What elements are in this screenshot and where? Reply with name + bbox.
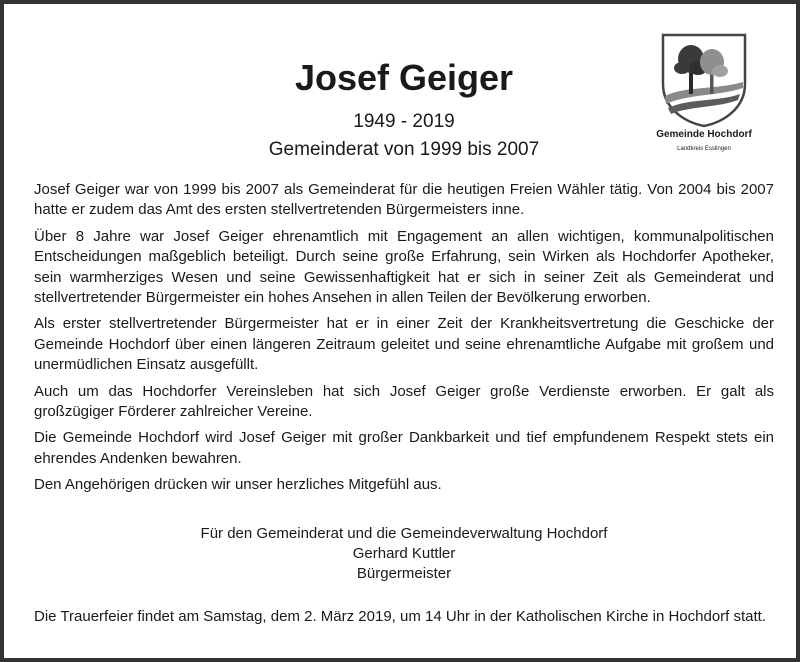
signatory-name: Gerhard Kuttler bbox=[352, 545, 456, 562]
paragraph: Auch um das Hochdorfer Vereinsleben hat sich Josef Geiger große Verdienste erworben. Er galt als großzügiger Förderer zahlreicher Vereine. bbox=[34, 382, 774, 421]
deceased-name: Josef Geiger bbox=[294, 57, 514, 98]
paragraph: Die Gemeinde Hochdorf wird Josef Geiger mit großer Dankbarkeit und tief empfundenem Respekt stets ein ehrendes Andenken bewahren. bbox=[34, 429, 774, 467]
obituary-text bbox=[34, 180, 774, 502]
signature-intro: Für den Gemeinderat und die Gemeindeverwaltung Hochdorf bbox=[200, 525, 608, 542]
funeral-announcement: Die Trauerfeier findet am Samstag, dem 2. März 2019, um 14 Uhr in der Katholischen Kirche in Hochdorf statt. bbox=[34, 608, 767, 625]
paragraph: Über 8 Jahre war Josef Geiger ehrenamtlich mit Engagement an allen wichtigen, kommunalpolitischen Entscheidungen maßgeblich beteiligt. Durch seine große Erfahrung, sein Wirken als Hochdorfer Apotheker, sein warmherziges Wesen und seine Gewissenhaftigkeit hat er sich in seiner Zeit als Gemeinderat und stellvertretender Bürgermeister ein hohes Ansehen in allen Teilen der Bevölkerung erworben. bbox=[34, 227, 774, 307]
municipal-coat-of-arms-tree-icon bbox=[660, 32, 748, 128]
signatory-title: Bürgermeister bbox=[356, 565, 452, 582]
council-role: Gemeinderat von 1999 bis 2007 bbox=[268, 139, 540, 160]
life-years: 1949 - 2019 bbox=[353, 111, 455, 132]
municipality-logo bbox=[644, 28, 764, 158]
municipality-name: Gemeinde Hochdorf bbox=[656, 129, 752, 140]
paragraph: Den Angehörigen drücken wir unser herzliches Mitgefühl aus. bbox=[34, 476, 442, 494]
signature-block bbox=[4, 524, 800, 584]
paragraph: Als erster stellvertretender Bürgermeister hat er in einer Zeit der Krankheitsvertretung die Geschicke der Gemeinde Hochdorf über einen längeren Zeitraum geleitet und seine ehrenamtliche Aufgabe mit großem und unermüdlichen Einsatz ausgefüllt. bbox=[34, 315, 774, 374]
paragraph: Josef Geiger war von 1999 bis 2007 als Gemeinderat für die heutigen Freien Wähler tätig. Von 2004 bis 2007 hatte er zudem das Amt des ersten stellvertretenden Bürgermeisters inne. bbox=[34, 181, 774, 219]
district-name: Landkreis Esslingen bbox=[677, 146, 731, 152]
